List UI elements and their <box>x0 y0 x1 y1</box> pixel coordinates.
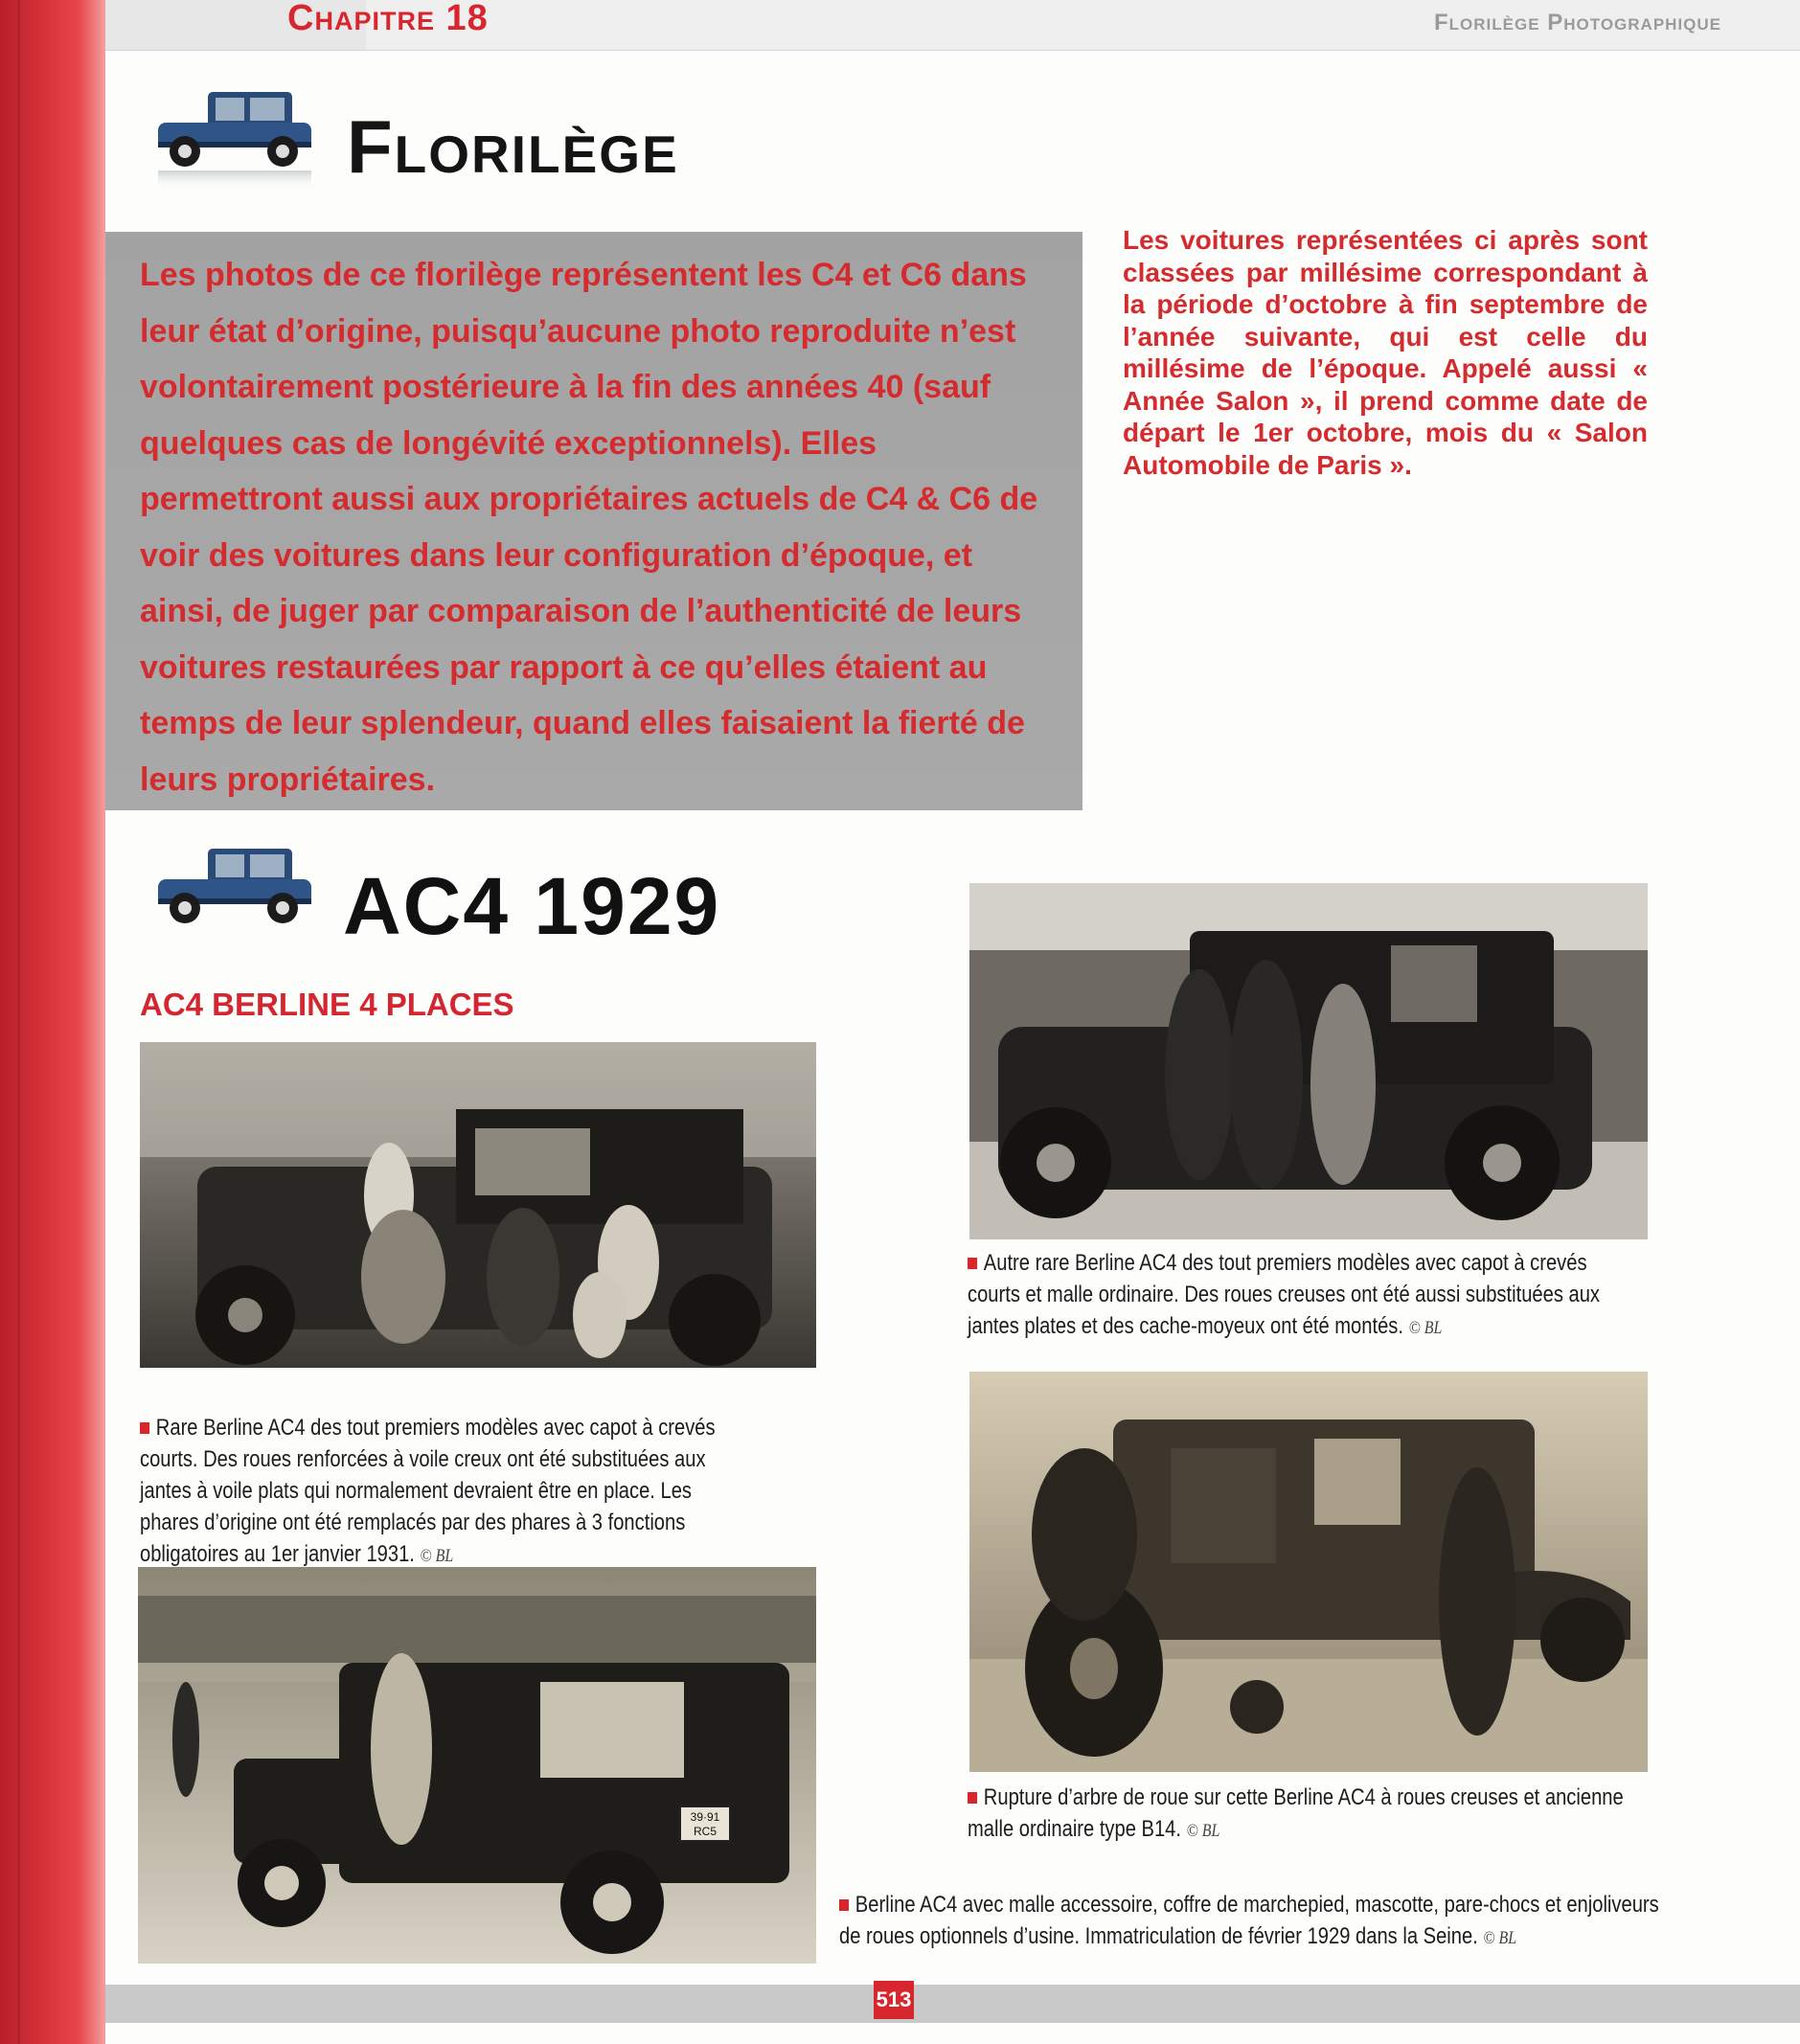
footer-band <box>105 1985 1800 2023</box>
caption-3 <box>968 1782 1644 1847</box>
intro-text: Les photos de ce florilège représentent les C4 et C6 dans leur état d’origine, puisqu’aucune photo reproduite n’est volontairement postérieure à la fin des années 40 (sauf quelques cas de longévité exceptionnels). Elles permettront aussi aux propriétaires actuels de C4 & C6 de voir des voitures dans leur configuration d’époque, et ainsi, de juger par comparaison de l’authenticité de leurs voitures restaurées par rapport à ce qu’elles étaient au temps de leur splendeur, quand elles faisaient la fierté de leurs propriétaires. <box>140 257 1038 798</box>
caption-text: Berline AC4 avec malle accessoire, coffre de marchepied, mascotte, pare-chocs et enjoliveurs de roues optionnels d’usine. Immatriculation de février 1929 dans la Seine. <box>839 1892 1659 1949</box>
page-number: 513 <box>874 1981 914 2019</box>
section-title-ac4: AC4 1929 <box>343 861 721 951</box>
caption-text: Rupture d’arbre de roue sur cette Berline AC4 à roues creuses et ancienne malle ordinaire type B14. <box>968 1784 1624 1842</box>
photo-credit: © BL <box>1483 1928 1517 1948</box>
running-head: Florilège Photographique <box>1434 10 1721 35</box>
side-note: Les voitures représentées ci après sont classées par millésime correspondant à la période d’octobre à fin septembre de l’année suivante, qui est celle du millésime de l’époque. Appelé aussi « Année Salon », il prend comme date de départ le 1er octobre, mois du « Salon Automobile de Paris ». <box>1123 225 1648 480</box>
caption-marker <box>968 1792 977 1804</box>
photo-berline-lady <box>138 1567 816 1964</box>
photo-credit: © BL <box>420 1546 454 1566</box>
license-plate-line1: 39·91 <box>690 1810 720 1824</box>
caption-text: Rare Berline AC4 des tout premiers modèles avec capot à crevés courts. Des roues renforcées à voile creux ont été substituées aux jantes à voile plats qui normalement devraient être en place. Les phares d’origine ont été remplacés par des phares à 3 fonctions obligatoires au 1er janvier 1931. <box>140 1415 716 1567</box>
caption-4 <box>839 1889 1676 1954</box>
photo-berline-family <box>140 1042 816 1368</box>
caption-marker <box>839 1899 849 1911</box>
caption-1 <box>140 1412 736 1572</box>
license-plate-line2: RC5 <box>693 1825 718 1838</box>
caption-2 <box>968 1247 1644 1344</box>
photo-berline-three-men <box>969 883 1648 1239</box>
caption-text: Autre rare Berline AC4 des tout premiers modèles avec capot à crevés courts et malle ordinaire. Des roues creuses ont été aussi substituées aux jantes plates et des cache-moyeux ont été montés. <box>968 1250 1601 1339</box>
section-subtitle: AC4 BERLINE 4 PLACES <box>140 987 514 1022</box>
photo-credit: © BL <box>1408 1318 1443 1338</box>
section-title-florilege: Florilège <box>347 104 679 189</box>
chapter-label: Chapitre 18 <box>287 0 489 38</box>
caption-marker <box>140 1422 149 1434</box>
edge-line <box>17 0 20 2044</box>
photo-berline-broken-axle <box>969 1372 1648 1772</box>
book-edge <box>0 0 105 2044</box>
photo-credit: © BL <box>1186 1821 1220 1841</box>
caption-marker <box>968 1258 977 1269</box>
car-icon <box>139 84 330 190</box>
header-band <box>105 0 1800 51</box>
car-icon <box>139 841 330 946</box>
